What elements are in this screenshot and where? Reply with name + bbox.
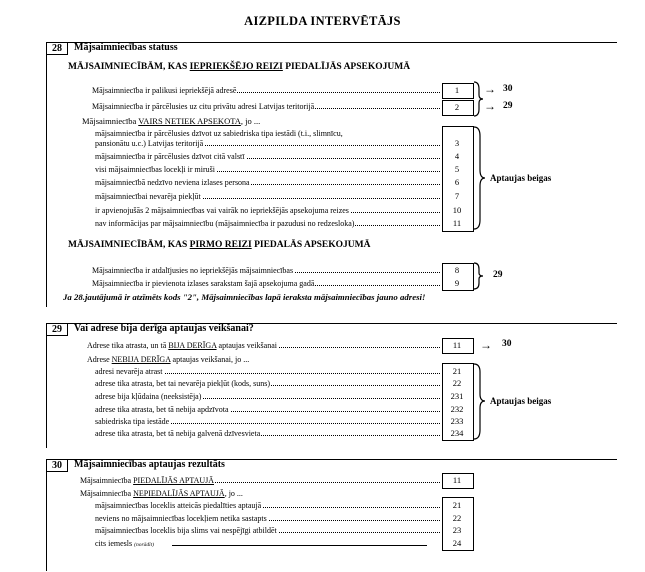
q29-code-21[interactable]: 21	[452, 366, 462, 376]
q28-end-label: Aptaujas beigas	[490, 173, 552, 183]
q29-row-234: adrese tika atrasta, bet tā nebija galvenā dzīvesvieta	[95, 428, 440, 439]
q28-row-3b: pansionātu u.c.) Latvijas teritorijā	[95, 138, 440, 149]
q30-row-21: mājsaimniecības loceklis atteicās piedalīties aptaujā	[95, 500, 440, 511]
q28-row-7: mājsaimniecībai nevarēja piekļūt	[95, 191, 440, 202]
q28-row-4: mājsaimniecība ir pārcēlusies dzīvot citā valstī	[95, 151, 440, 162]
q29-code-231[interactable]: 231	[450, 391, 464, 401]
q30-other-reason-line[interactable]	[172, 545, 427, 546]
q30-code-24[interactable]: 24	[452, 538, 462, 548]
q28-goto-30: 30	[503, 84, 513, 94]
q28-row-10: ir apvienojušās 2 mājsaimniecības vai vairāk no iepriekšējās apsekojuma reizes	[95, 205, 440, 216]
q28-section-first: MĀJSAIMNIECĪBĀM, KAS PIRMO REIZI PIEDALĀS APSEKOJUMĀ	[68, 240, 371, 250]
q28-code-5[interactable]: 5	[454, 164, 460, 174]
q30-nonpart-hdr: Mājsaimniecība NEPIEDALĪJĀS APTAUJĀ, jo ...	[80, 489, 243, 498]
q28-brace-top	[474, 81, 484, 117]
q28-row-1: Mājsaimniecība ir palikusi iepriekšējā adresē	[92, 85, 440, 96]
q30-number: 30	[46, 459, 68, 472]
q28-number: 28	[46, 42, 68, 55]
q28-code-8[interactable]: 8	[454, 265, 460, 275]
q29-row-valid: Adrese tika atrasta, un tā BIJA DERĪGA aptaujas veikšanai	[87, 340, 440, 351]
q30-row-24: cits iemesls (norādīt)	[95, 539, 154, 548]
q29-code-234[interactable]: 234	[450, 428, 464, 438]
q28-code-3[interactable]: 3	[454, 138, 460, 148]
q30-code-23[interactable]: 23	[452, 525, 462, 535]
q28-row-2: Mājsaimniecība ir pārcēlusies uz citu privātu adresi Latvijas teritorijā	[92, 101, 440, 112]
q29-row-21: adresi nevarēja atrast	[95, 366, 440, 377]
q28-row-11: nav informācijas par mājsaimniecību (mājsaimniecība ir pazudusi no redzesloka)	[95, 218, 440, 229]
q30-code-22[interactable]: 22	[452, 513, 462, 523]
q30-code-21[interactable]: 21	[452, 500, 462, 510]
q28-code-4[interactable]: 4	[454, 151, 460, 161]
q28-row-5: visi mājsaimniecības locekļi ir miruši	[95, 164, 440, 175]
q29-goto-30: 30	[502, 339, 512, 349]
q29-code-22[interactable]: 22	[452, 378, 462, 388]
q28-goto-29-arrow: →	[484, 99, 496, 113]
q28-row-3a: mājsaimniecība ir pārcēlusies dzīvot uz sabiedriska tipa iestādi (t.i., slimnīcu,	[95, 129, 343, 138]
q29-code-11: 11	[452, 340, 462, 350]
q28-first-goto: 29	[493, 270, 503, 280]
q28-code-7[interactable]: 7	[454, 191, 460, 201]
q29-end-label: Aptaujas beigas	[490, 396, 552, 406]
q29-invalid-hdr: Adrese NEBIJA DERĪGA aptaujas veikšanai, jo ...	[87, 355, 250, 364]
q28-code-2: 2	[454, 102, 460, 112]
q29-goto-arrow: →	[480, 338, 492, 352]
q29-brace-end	[474, 363, 486, 440]
q28-code-6[interactable]: 6	[454, 177, 460, 187]
q28-goto-30-arrow: →	[484, 82, 496, 96]
q30-row-22: neviens no mājsaimniecības locekļiem netika sastapts	[95, 513, 440, 524]
q30-code-11: 11	[452, 475, 462, 485]
q28-code-10[interactable]: 10	[452, 205, 462, 215]
q28-title: Mājsaimniecības statuss	[74, 42, 178, 53]
q29-code-232[interactable]: 232	[450, 404, 464, 414]
q29-row-232: adrese tika atrasta, bet tā nebija apdzīvota	[95, 404, 440, 415]
q29-number: 29	[46, 323, 68, 336]
q30-row-23: mājsaimniecības loceklis bija slims vai nespējīgi atbildēt	[95, 525, 440, 536]
q28-section-prev: MĀJSAIMNIECĪBĀM, KAS IEPRIEKŠĒJO REIZI PIEDALĪJĀS APSEKOJUMĀ	[68, 62, 411, 72]
q28-brace-first	[474, 262, 484, 290]
q29-row-22: adrese tika atrasta, bet tai nevarēja piekļūt (kods, suns)	[95, 378, 440, 389]
q28-brace-end	[474, 126, 486, 230]
q28-code-1: 1	[454, 85, 460, 95]
q28-note: Ja 28.jautājumā ir atzīmēts kods "2", Mājsaimniecības lapā ieraksta mājsaimniecības jauno adresi!	[63, 292, 426, 302]
q28-code-11[interactable]: 11	[452, 218, 462, 228]
page-title: AIZPILDA INTERVĒTĀJS	[244, 14, 401, 28]
q29-title: Vai adrese bija derīga aptaujas veikšanai?	[74, 323, 254, 334]
q29-row-233: sabiedriska tipa iestāde	[95, 416, 440, 427]
q29-row-231: adrese bija kļūdaina (neeksistēja)	[95, 391, 440, 402]
q30-row-part: Mājsaimniecība PIEDALĪJĀS APTAUJĀ	[80, 475, 440, 486]
q28-not-surveyed-hdr: Mājsaimniecība VAIRS NETIEK APSEKOTA, jo ...	[82, 116, 261, 126]
q28-row-6: mājsaimniecībā nedzīvo neviena izlases persona	[95, 177, 440, 188]
q28-row-9: Mājsaimniecība ir pievienota izlases sarakstam šajā apsekojuma gadā	[92, 278, 440, 289]
q28-code-9[interactable]: 9	[454, 278, 460, 288]
q28-row-8: Mājsaimniecība ir atdalījusies no iepriekšējās mājsaimniecības	[92, 265, 440, 276]
q29-code-233[interactable]: 233	[450, 416, 464, 426]
q28-goto-29: 29	[503, 101, 513, 111]
q30-title: Mājsaimniecības aptaujas rezultāts	[74, 459, 225, 470]
